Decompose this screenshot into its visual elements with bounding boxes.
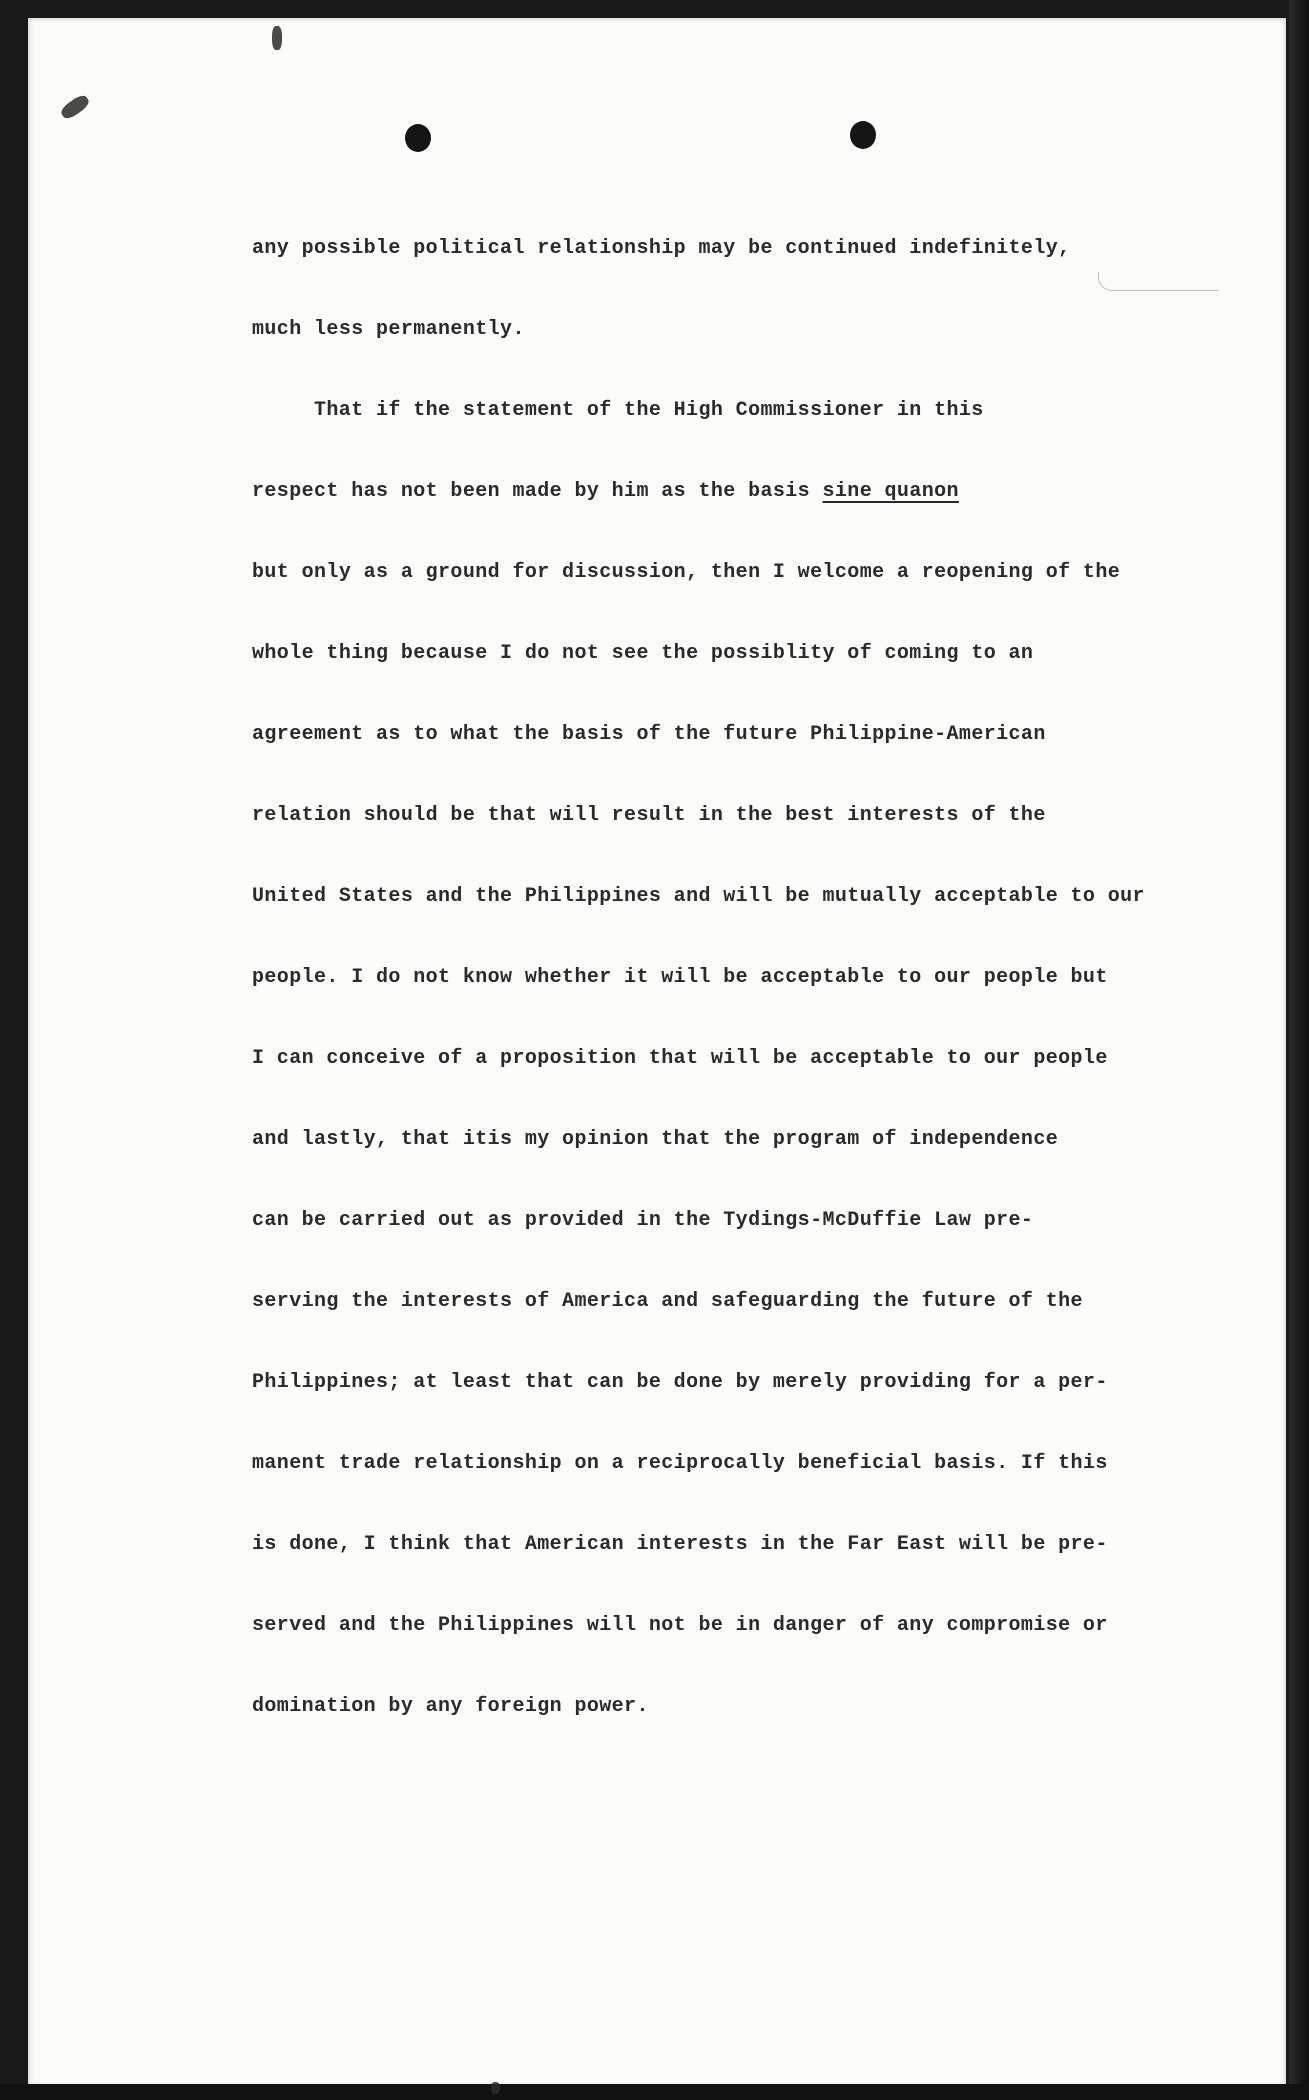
- text-line: Philippines; at least that can be done by merely providing for a per-: [252, 1371, 1108, 1394]
- text-line: people. I do not know whether it will be acceptable to our people but: [252, 966, 1108, 989]
- text-line: any possible political relationship may be continued indefinitely,: [252, 237, 1071, 260]
- scan-border-bottom: [0, 2084, 1309, 2100]
- text-line-segment: respect has not been made by him as the basis: [252, 480, 811, 503]
- underlined-phrase: sine quanon: [822, 480, 959, 503]
- text-line: agreement as to what the basis of the future Philippine-American: [252, 723, 1046, 746]
- text-line: relation should be that will result in the best interests of the: [252, 804, 1046, 827]
- ink-smudge: [491, 2082, 500, 2094]
- text-line: whole thing because I do not see the possiblity of coming to an: [252, 642, 1034, 665]
- text-line: served and the Philippines will not be in danger of any compromise or: [252, 1614, 1108, 1637]
- punch-hole-right: [850, 121, 876, 149]
- ink-smudge: [272, 26, 282, 50]
- text-line: manent trade relationship on a reciprocally beneficial basis. If this: [252, 1452, 1108, 1475]
- text-line: domination by any foreign power.: [252, 1695, 649, 1718]
- text-line: [252, 451, 1212, 532]
- text-line: is done, I think that American interests in the Far East will be pre-: [252, 1533, 1108, 1556]
- text-line: and lastly, that itis my opinion that the program of independence: [252, 1128, 1059, 1151]
- scan-border-right: [1289, 0, 1309, 2100]
- text-line: much less permanently.: [252, 318, 525, 341]
- punch-hole-left: [405, 124, 431, 152]
- typewritten-body: [252, 208, 1212, 1747]
- text-line: but only as a ground for discussion, then I welcome a reopening of the: [252, 561, 1121, 584]
- text-line: can be carried out as provided in the Tydings-McDuffie Law pre-: [252, 1209, 1034, 1232]
- text-line: I can conceive of a proposition that will be acceptable to our people: [252, 1047, 1108, 1070]
- text-line: serving the interests of America and safeguarding the future of the: [252, 1290, 1083, 1313]
- text-line: That if the statement of the High Commissioner in this: [314, 399, 984, 422]
- text-line: United States and the Philippines and will be mutually acceptable to our: [252, 885, 1145, 908]
